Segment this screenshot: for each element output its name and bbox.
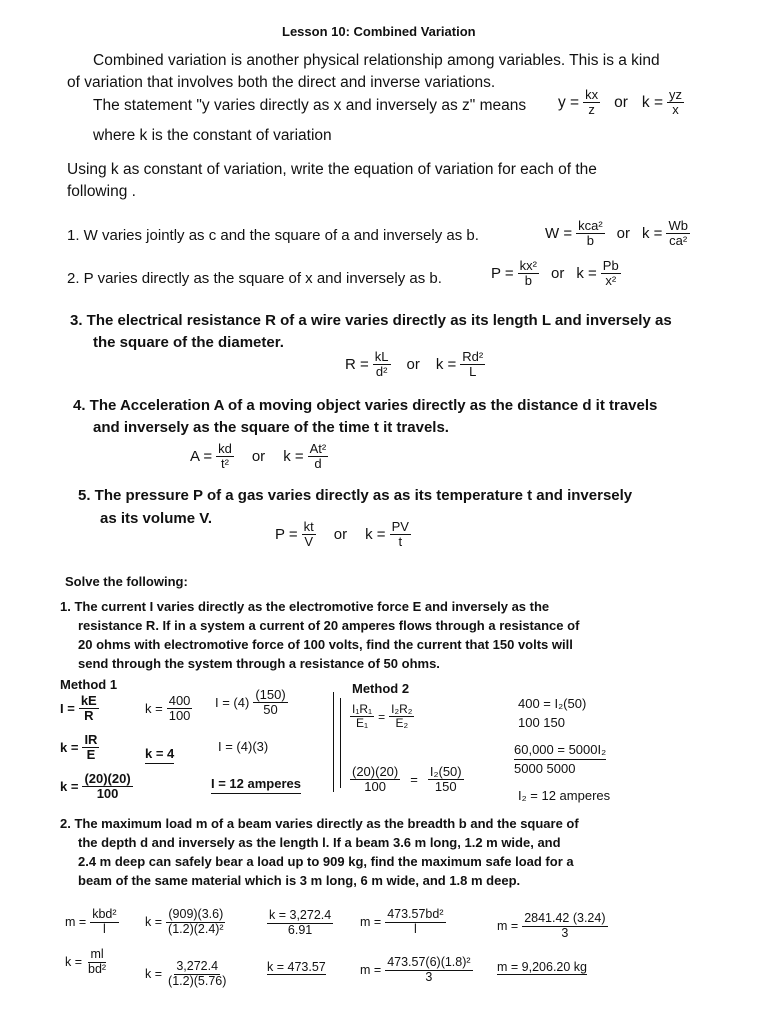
method-divider: [333, 692, 334, 792]
p2-m-result: m = 9,206.20 kg: [497, 960, 587, 974]
m1-i-fraction: I = (4) $\frac{(150)}{50}$: [215, 687, 286, 718]
item-4-line-2: and inversely as the square of the time t it travels.: [93, 419, 449, 436]
m2-sixty-thousand: 60,000 = 5000I₂: [514, 740, 606, 760]
method-1-label: Method 1: [60, 677, 118, 692]
p2-m-formula: m = $\frac{\text{kbd²}}{l}$: [65, 907, 117, 936]
m2-result: I₂ = 12 amperes: [518, 788, 611, 803]
m2-values-top: 400 = I₂(50): [518, 696, 587, 711]
problem-2-line-1: 2. The maximum load m of a beam varies directly as the breadth b and the square of: [60, 816, 579, 831]
item-4-formula: A = $\frac{kd}{\text{t²}}$ or k = $\frac{\text{At²}}{d}$: [190, 441, 327, 472]
intro-line-2: of variation that involves both the direct and inverse variations.: [67, 74, 496, 91]
problem-2-line-2: the depth d and inversely as the length l. If a beam 3.6 m long, 1.2 m wide, and: [78, 835, 561, 850]
item-1-formula: W = $\frac{\text{kca²}}{b}$ or k = $\frac{Wb}{\text{ca²}}$: [545, 218, 688, 249]
item-5-formula: P = $\frac{kt}{V}$ or k = $\frac{PV}{t}$: [275, 519, 409, 550]
m2-proportion: $\frac{\text{I₁R₁}}{\text{E₁}}$ = $\frac{\text{I₂R₂}}{\text{E₂}}$: [352, 702, 413, 731]
m1-k-fraction: k = $\frac{400}{100}$: [145, 693, 191, 724]
item-2: 2. P varies directly as the square of x and inversely as b.: [67, 270, 442, 287]
m1-i-product: I = (4)(3): [218, 739, 269, 754]
p2-m-substitution: m = $\frac{\text{473.57(6)(1.8)²}}{3}$: [360, 955, 471, 984]
m1-k-value: k = 4: [145, 744, 174, 764]
p2-k-result: k = 473.57: [267, 960, 326, 974]
item-4-line-1: 4. The Acceleration A of a moving object varies directly as the distance d it travels: [73, 397, 658, 414]
item-3-line-2: the square of the diameter.: [93, 334, 284, 351]
m2-sixty-den: 5000 5000: [514, 761, 576, 776]
instruction-line-1: Using k as constant of variation, write the equation of variation for each of the: [67, 161, 597, 178]
problem-2-line-3: 2.4 m deep can safely bear a load up to 909 kg, find the maximum safe load for a: [78, 854, 574, 869]
instruction-line-2: following .: [67, 183, 136, 200]
m2-substitution: $\frac{(20)(20)}{100}$ = $\frac{\text{I₂(50)}}{150}$: [352, 764, 462, 795]
page-title: Lesson 10: Combined Variation: [282, 24, 476, 39]
p2-m-equation: m = $\frac{\text{473.57bd²}}{l}$: [360, 907, 444, 936]
m1-formula-2: k = $\frac{IR}{E}$: [60, 732, 98, 763]
m1-formula-1: I = $\frac{kE}{R}$: [60, 693, 97, 724]
m1-formula-3: k = $\frac{(20)(20)}{100}$: [60, 771, 131, 802]
intro-line-1: Combined variation is another physical relationship among variables. This is a kind: [93, 52, 660, 69]
problem-1-line-4: send through the system through a resistance of 50 ohms.: [78, 656, 440, 671]
p2-k-fraction-2: k = $\frac{3,272.4}{(1.2)(5.76)}$: [145, 959, 227, 988]
item-3-formula: R = $\frac{kL}{\text{d²}}$ or k = $\frac{\text{Rd²}}{L}$: [345, 349, 484, 380]
intro-formula: y = $\frac{kx}{z}$ or k = $\frac{yz}{x}$: [558, 87, 683, 118]
problem-1-line-2: resistance R. If in a system a current of 20 amperes flows through a resistance of: [78, 618, 580, 633]
p2-k-substitution: k = $\frac{(909)(3.6)}{\text{(1.2)(2.4)²}}$: [145, 907, 224, 936]
p2-m-calc: m = $\frac{2841.42 (3.24)}{3}$: [497, 911, 606, 940]
item-5-line-2: as its volume V.: [100, 510, 213, 527]
method-divider-inner: [340, 698, 341, 788]
problem-1-line-3: 20 ohms with electromotive force of 100 volts, find the current that 150 volts will: [78, 637, 573, 652]
problem-1-line-1: 1. The current I varies directly as the electromotive force E and inversely as the: [60, 599, 550, 614]
method-2-label: Method 2: [352, 681, 410, 696]
item-2-formula: P = $\frac{\text{kx²}}{b}$ or k = $\frac{Pb}{\text{x²}}$: [491, 258, 619, 289]
p2-k-fraction-3: $\frac{k = 3,272.4}{6.91}$: [269, 908, 332, 937]
item-5-line-1: 5. The pressure P of a gas varies directly as as its temperature t and inversely: [78, 487, 633, 504]
m2-values-den: 100 150: [518, 715, 565, 730]
solve-heading: Solve the following:: [65, 574, 188, 589]
m1-i-result: I = 12 amperes: [211, 774, 301, 794]
intro-line-3: The statement "y varies directly as x and inversely as z" means: [93, 97, 527, 114]
item-1: 1. W varies jointly as c and the square of a and inversely as b.: [67, 227, 479, 244]
p2-k-formula: k = $\frac{ml}{\text{bd²}}$: [65, 947, 107, 976]
problem-2-line-4: beam of the same material which is 3 m long, 6 m wide, and 1.8 m deep.: [78, 873, 521, 888]
item-3-line-1: 3. The electrical resistance R of a wire varies directly as its length L and inversely as: [70, 312, 672, 329]
intro-line-4: where k is the constant of variation: [93, 127, 332, 144]
